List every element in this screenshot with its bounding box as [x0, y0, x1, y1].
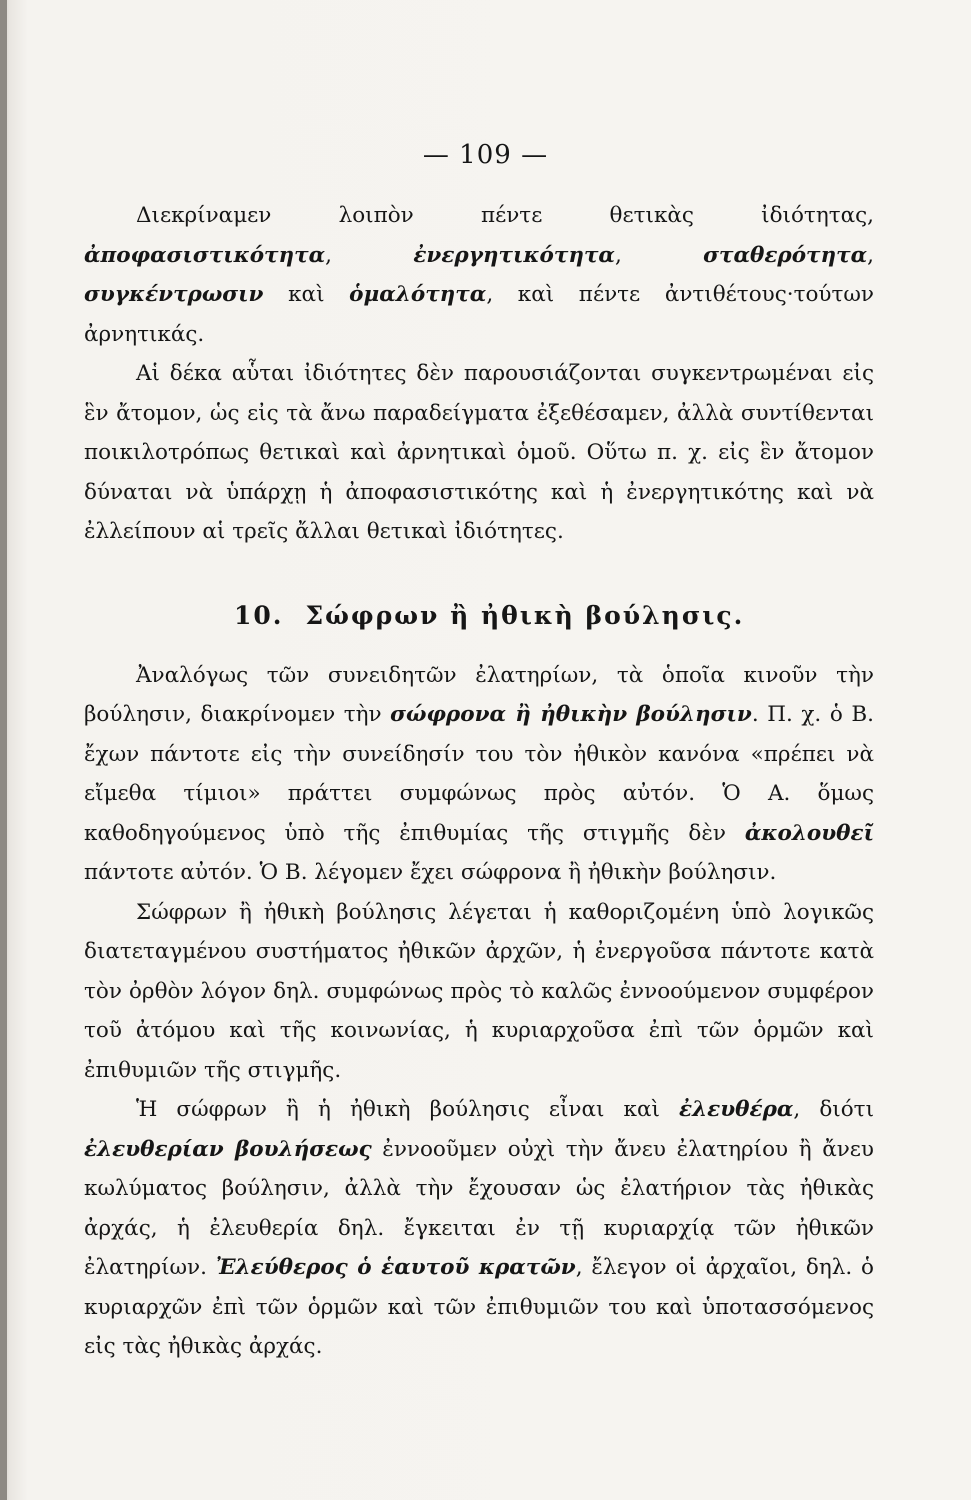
page-number: — 109 — [422, 140, 549, 170]
emphasis: ἐνεργητικότητα [413, 242, 615, 268]
paragraph-5 [84, 1090, 874, 1367]
text-run: καὶ [263, 282, 350, 307]
paragraph-2: Αἱ δέκα αὗται ἰδιότητες δὲν παρουσιάζονται συγκεντρωμέναι εἰς ἓν ἄτομον, ὡς εἰς τὰ ἄνω παραδείγματα ἐξεθέσαμεν, ἀλλὰ συντίθενται ποικιλοτρόπως θετικαὶ καὶ ἀρνητικαὶ ὁμοῦ. Οὕτω π. χ. εἰς ἓν ἄτομον δύναται νὰ ὑπάρχῃ ἡ ἀποφασιστικότης καὶ ἡ ἐνεργητικότης καὶ νὰ ἐλλείπουν αἱ τρεῖς ἄλλαι θετικαὶ ἰδιότητες. [84, 361, 874, 544]
text-run: πάντοτε αὐτόν. Ὁ Β. λέγομεν ἔχει σώφρονα ἢ ἠθικὴν βούλησιν. [84, 860, 777, 885]
body-text [84, 196, 874, 1367]
section-number: 10. [234, 600, 284, 630]
emphasis: ὁμαλότητα [349, 282, 487, 307]
emphasis: σώφρονα ἢ ἠθικὴν βούλησιν [390, 702, 752, 727]
paragraph-4: Σώφρων ἢ ἠθικὴ βούλησις λέγεται ἡ καθοριζομένη ὑπὸ λογικῶς διατεταγμένου συστήματος ἠθικῶν ἀρχῶν, ἡ ἐνεργοῦσα πάντοτε κατὰ τὸν ὀρθὸν λόγον δηλ. συμφώνως πρὸς τὸ καλῶς ἐννοούμενον συμφέρον τοῦ ἀτόμου καὶ τῆς κοινωνίας, ἡ κυριαρχοῦσα ἐπὶ τῶν ὁρμῶν καὶ ἐπιθυμιῶν τῆς στιγμῆς. [84, 899, 874, 1083]
emphasis: ἐλευθερίαν βουλήσεως [84, 1136, 372, 1162]
paragraph-3 [84, 656, 874, 893]
text-run: , διότι [793, 1097, 874, 1122]
emphasis: ἀκολουθεῖ [744, 820, 874, 846]
section-title: Σώφρων ἢ ἠθικὴ βούλησις. [305, 600, 745, 630]
text-run: Διεκρίναμεν λοιπὸν πέντε θετικὰς ἰδιότητας, [136, 203, 874, 228]
text-run: , ἔλεγον οἱ ἀρχαῖοι, δηλ. ὁ κυριαρχῶν ἐπὶ τῶν ὁρμῶν καὶ τῶν ἐπιθυμιῶν του καὶ ὑποτασσόμενος εἰς τὰς ἠθικὰς ἀρχάς. [84, 1255, 874, 1359]
emphasis: Ἐλεύθερος ὁ ἑαυτοῦ κρατῶν [215, 1255, 576, 1280]
text-run: , [325, 242, 414, 268]
text-run: , καὶ πέντε ἀντιθέτους·τούτων ἀρνητικάς. [84, 282, 875, 347]
page-edge-shadow [0, 0, 7, 1500]
text-run: ἐννοοῦμεν οὐχὶ τὴν ἄνευ ἐλατηρίου ἢ ἄνευ κωλύματος βούλησιν, ἀλλὰ τὴν ἔχουσαν ὡς ἐλατήριον τὰς ἠθικὰς ἀρχάς, ἡ ἐλευθερία δηλ. ἔγκειται ἐν τῇ κυριαρχίᾳ τῶν ἠθικῶν ἐλατηρίων. [84, 1136, 874, 1280]
emphasis: συγκέντρωσιν [84, 282, 264, 307]
emphasis: ἐλευθέρα [679, 1097, 794, 1122]
text-run: Ἡ σώφρων ἢ ἡ ἠθικὴ βούλησις εἶναι καὶ [136, 1097, 680, 1122]
section-heading [84, 596, 874, 636]
text-run: Ἀναλόγως τῶν συνειδητῶν ἐλατηρίων, τὰ ὁποῖα κινοῦν τὴν βούλησιν, διακρίνομεν τὴν [84, 662, 874, 727]
emphasis: σταθερότητα [703, 242, 868, 268]
paragraph-1 [84, 196, 874, 354]
text-run: . Π. χ. ὁ Β. ἔχων πάντοτε εἰς τὴν συνείδησίν του τὸν ἠθικὸν κανόνα «πρέπει νὰ εἴμεθα τίμιοι» πράττει συμφώνως πρὸς αὐτόν. Ὁ Α. ὅμως καθοδηγούμενος ὑπὸ τῆς ἐπιθυμίας τῆς στιγμῆς δὲν [84, 702, 875, 846]
emphasis: ἀποφασιστικότητα [84, 242, 326, 268]
text-run: , [614, 242, 704, 268]
text-run: , [867, 242, 875, 268]
